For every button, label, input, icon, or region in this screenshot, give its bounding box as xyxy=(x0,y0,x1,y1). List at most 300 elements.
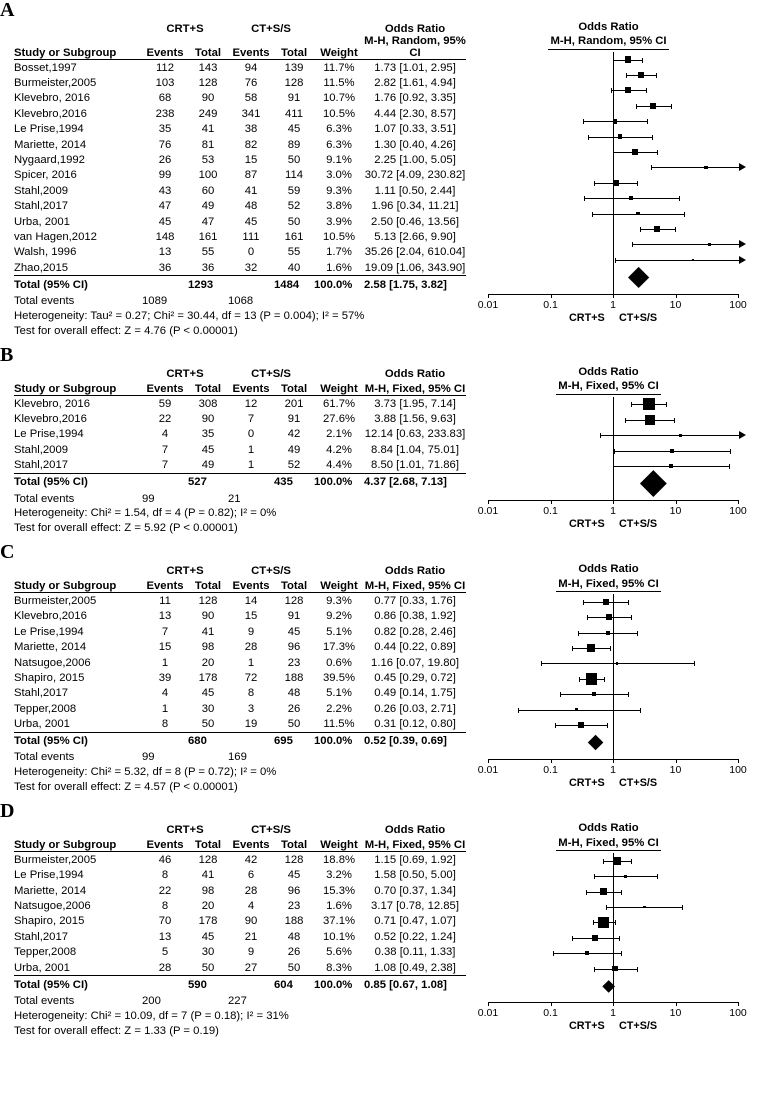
table-cell: 128 xyxy=(284,853,304,866)
ci-cap-left xyxy=(560,692,561,697)
total-events-cell: 99 xyxy=(142,751,155,764)
total-events-cell xyxy=(274,993,314,1008)
axis-tick-label: 10 xyxy=(669,504,682,517)
table-row xyxy=(14,639,466,654)
total-events-cell: 169 xyxy=(228,751,247,764)
table-cell: Bosset,1997 xyxy=(14,61,77,74)
effect-marker xyxy=(603,599,609,605)
total-cell xyxy=(142,976,188,994)
total-row xyxy=(14,732,466,750)
table-cell: 111 xyxy=(242,230,260,243)
table-cell: 96 xyxy=(287,884,301,897)
table-cell: 4.4% xyxy=(326,459,352,472)
plot-title-line1: Odds Ratio xyxy=(578,21,639,33)
total-events-cell xyxy=(314,293,364,308)
table-cell: 9.2% xyxy=(326,610,352,623)
table-column-header xyxy=(14,836,466,852)
table-cell: 8 xyxy=(161,718,169,731)
table-cell: 48 xyxy=(287,687,301,700)
effect-marker xyxy=(692,259,695,262)
table-cell: 30 xyxy=(201,946,215,959)
table-cell: 9.3% xyxy=(326,184,352,197)
table-cell: 28 xyxy=(244,884,258,897)
table-cell: 39 xyxy=(158,671,172,684)
plot-title-line1: Odds Ratio xyxy=(578,365,639,378)
table-cell: 128 xyxy=(198,594,218,607)
table-cell: 7 xyxy=(161,459,169,472)
column-header: M-H, Random, 95% CI xyxy=(364,35,466,59)
total-events-cell xyxy=(314,750,364,765)
column-header: Events xyxy=(142,836,188,852)
table-cell: 128 xyxy=(284,77,304,90)
table-cell: 161 xyxy=(198,230,218,243)
table-cell: 2.2% xyxy=(326,702,352,715)
ci-cap-right xyxy=(679,196,680,201)
ci-cap-right xyxy=(631,615,632,620)
plot-title-line1: Odds Ratio xyxy=(578,822,639,835)
table-cell: 14 xyxy=(244,594,258,607)
effect-marker xyxy=(638,72,644,78)
table-cell: 6.3% xyxy=(326,123,352,136)
table-cell: 23 xyxy=(287,900,301,913)
axis-label-right: CT+S/S xyxy=(619,311,658,324)
table-cell: 30.72 [4.09, 230.82] xyxy=(364,169,466,182)
table-cell: 94 xyxy=(244,61,258,74)
axis-tick xyxy=(613,294,614,298)
effect-marker xyxy=(643,906,646,909)
table-cell: 1.7% xyxy=(326,246,352,259)
group-header-cell xyxy=(314,821,364,836)
axis-tick xyxy=(551,294,552,298)
table-cell: Klevebro, 2016 xyxy=(14,397,90,410)
ci-cap-left xyxy=(651,165,652,170)
table-cell: Natsugoe,2006 xyxy=(14,656,91,669)
plot-title-line1: Odds Ratio xyxy=(578,563,639,576)
axis-tick xyxy=(738,759,739,763)
ci-cap-left xyxy=(592,212,593,217)
ci-cap-left xyxy=(603,859,604,864)
table-cell: 0.71 [0.47, 1.07] xyxy=(374,915,456,928)
table-row xyxy=(14,914,466,929)
table-row xyxy=(14,168,466,183)
total-cell: 0.52 [0.39, 0.69] xyxy=(364,732,466,750)
table-cell: 98 xyxy=(201,641,215,654)
ci-cap-left xyxy=(579,677,580,682)
total-row xyxy=(14,276,466,294)
total-cell xyxy=(228,276,274,294)
axis-label-right: CT+S/S xyxy=(619,1020,658,1033)
group-header-cell: CT+S/S xyxy=(251,565,291,578)
total-cell: 1484 xyxy=(274,276,314,294)
table-cell: 3.2% xyxy=(326,869,352,882)
table-cell: 411 xyxy=(285,107,304,120)
table-cell: 41 xyxy=(201,625,215,638)
table-row xyxy=(14,106,466,121)
effect-marker xyxy=(616,662,619,665)
total-events-cell xyxy=(314,993,364,1008)
table-cell: 30 xyxy=(201,702,215,715)
table-cell: 100 xyxy=(198,169,218,182)
table-cell: 90 xyxy=(201,412,215,425)
table-cell: 50 xyxy=(287,961,301,974)
axis-tick-label: 0.01 xyxy=(477,504,499,517)
effect-marker xyxy=(613,119,618,124)
confidence-interval-line xyxy=(518,710,640,711)
summary-diamond xyxy=(628,267,650,289)
table-cell: 7 xyxy=(161,443,169,456)
table-cell: 3.88 [1.56, 9.63] xyxy=(374,412,456,425)
total-events-row xyxy=(14,750,466,765)
table-cell: Stahl,2017 xyxy=(14,200,69,213)
panel-letter: B xyxy=(0,343,14,366)
total-cell xyxy=(228,473,274,491)
table-cell: 96 xyxy=(287,641,301,654)
total-events-cell xyxy=(274,750,314,765)
table-cell: 178 xyxy=(198,671,218,684)
table-cell: 40 xyxy=(287,261,301,274)
table-cell: 91 xyxy=(287,412,301,425)
table-cell: 36 xyxy=(158,261,172,274)
table-cell: 89 xyxy=(287,138,301,151)
axis-tick-label: 0.01 xyxy=(477,763,499,776)
plot-title xyxy=(466,821,751,851)
axis-tick-label: 0.01 xyxy=(477,1007,499,1020)
ci-cap-left xyxy=(615,258,616,263)
plot-title-line2: M-H, Fixed, 95% CI xyxy=(556,836,660,851)
table-cell: 39.5% xyxy=(322,671,356,684)
table-cell: 2.50 [0.46, 13.56] xyxy=(371,215,459,228)
forest-panel-b xyxy=(0,345,765,536)
table-cell: 35.26 [2.04, 610.04] xyxy=(364,246,466,259)
table-cell: 10.5% xyxy=(322,230,356,243)
axis-tick-label: 100 xyxy=(729,504,747,517)
group-header-cell: Odds Ratio xyxy=(384,367,446,380)
table-cell: 5.13 [2.66, 9.90] xyxy=(374,230,456,243)
total-events-cell: 200 xyxy=(142,995,161,1008)
effect-marker xyxy=(592,692,596,696)
table-cell: 90 xyxy=(201,92,215,105)
table-group-header xyxy=(14,562,466,577)
panel-letter: D xyxy=(0,800,15,823)
effect-marker xyxy=(598,917,609,928)
table-row xyxy=(14,60,466,76)
group-header-cell xyxy=(314,20,364,35)
effect-marker xyxy=(587,644,595,652)
table-cell: 3 xyxy=(247,702,255,715)
table-row xyxy=(14,686,466,701)
ci-cap-right xyxy=(637,967,638,972)
table-row xyxy=(14,868,466,883)
table-cell: 1.16 [0.07, 19.80] xyxy=(371,656,459,669)
table-row xyxy=(14,701,466,716)
table-cell: 76 xyxy=(158,138,172,151)
total-events-cell xyxy=(314,491,364,506)
axis-tick-label: 100 xyxy=(729,1007,747,1020)
table-cell: 17.3% xyxy=(322,641,356,654)
table-cell: 0.44 [0.22, 0.89] xyxy=(374,641,456,654)
table-cell: Stahl,2017 xyxy=(14,459,69,472)
total-cell: Total (95% CI) xyxy=(14,473,142,491)
ci-cap-right xyxy=(666,402,667,407)
total-events-cell: 1089 xyxy=(142,295,168,308)
column-header: Weight xyxy=(314,577,364,593)
table-row xyxy=(14,929,466,944)
ci-cap-right xyxy=(646,88,647,93)
table-cell: Tepper,2008 xyxy=(14,946,77,959)
table-cell: 53 xyxy=(201,154,215,167)
ci-cap-left xyxy=(640,227,641,232)
effect-marker xyxy=(613,180,619,186)
total-events-cell xyxy=(364,293,466,308)
column-header: Events xyxy=(142,380,188,396)
axis-tick-label: 0.01 xyxy=(477,298,499,311)
group-header-cell xyxy=(14,20,142,35)
table-cell: 52 xyxy=(287,459,301,472)
table-cell: 103 xyxy=(155,77,175,90)
null-effect-line xyxy=(613,594,614,759)
ci-cap-right xyxy=(628,600,629,605)
ci-cap-right xyxy=(684,212,685,217)
table-cell: 0.38 [0.11, 1.33] xyxy=(374,946,456,959)
column-header: Total xyxy=(188,380,228,396)
table-cell: 143 xyxy=(198,61,218,74)
table-cell: 4.44 [2.30, 8.57] xyxy=(374,107,456,120)
table-cell: 0.82 [0.28, 2.46] xyxy=(374,625,456,638)
table-group-header xyxy=(14,821,466,836)
table-row xyxy=(14,960,466,976)
table-row xyxy=(14,457,466,473)
total-cell xyxy=(142,732,188,750)
total-cell: 100.0% xyxy=(314,976,364,994)
ci-cap-right xyxy=(729,464,730,469)
table-column-header xyxy=(14,35,466,60)
total-cell xyxy=(142,473,188,491)
table-cell: 49 xyxy=(287,443,301,456)
table-cell: Klevebro,2016 xyxy=(14,107,87,120)
table-cell: 60 xyxy=(201,184,215,197)
column-header: Events xyxy=(228,836,274,852)
table-row xyxy=(14,122,466,137)
table-cell: Le Prise,1994 xyxy=(14,123,84,136)
table-cell: 41 xyxy=(201,869,215,882)
table-cell: 15.3% xyxy=(322,884,356,897)
table-cell: 139 xyxy=(284,61,304,74)
ci-arrow-right xyxy=(739,240,746,248)
table-row xyxy=(14,655,466,670)
total-cell: 604 xyxy=(274,976,314,994)
ci-cap-right xyxy=(640,708,641,713)
table-cell: Stahl,2017 xyxy=(14,687,69,700)
total-events-cell xyxy=(188,750,228,765)
table-cell: 2.25 [1.00, 5.05] xyxy=(374,154,456,167)
table-cell: Klevebro,2016 xyxy=(14,412,87,425)
total-cell: 680 xyxy=(188,732,228,750)
table-cell: 49 xyxy=(201,459,215,472)
total-cell: Total (95% CI) xyxy=(14,976,142,994)
column-header: Events xyxy=(228,577,274,593)
total-cell: 2.58 [1.75, 3.82] xyxy=(364,276,466,294)
total-events-row xyxy=(14,491,466,506)
ci-cap-left xyxy=(586,890,587,895)
table-cell: 99 xyxy=(158,169,172,182)
statistics-notes xyxy=(14,1009,466,1039)
effect-marker xyxy=(578,722,584,728)
table-cell: 50 xyxy=(287,718,301,731)
table-cell: 5.1% xyxy=(326,687,352,700)
table-row xyxy=(14,716,466,732)
total-events-cell xyxy=(188,293,228,308)
table-cell: 1.11 [0.50, 2.44] xyxy=(374,184,456,197)
column-header: Study or Subgroup xyxy=(14,35,142,60)
table-cell: 0.70 [0.37, 1.34] xyxy=(374,884,456,897)
table-cell: 19.09 [1.06, 343.90] xyxy=(364,261,466,274)
table-row xyxy=(14,395,466,411)
forest-plot-canvas xyxy=(466,853,751,1033)
ci-cap-left xyxy=(632,242,633,247)
axis-tick xyxy=(738,1002,739,1006)
group-header-cell: Odds Ratio xyxy=(384,23,446,35)
ci-cap-left xyxy=(593,920,594,925)
ci-cap-right xyxy=(610,646,611,651)
table-cell: 238 xyxy=(155,107,175,120)
ci-cap-left xyxy=(584,196,585,201)
effect-marker xyxy=(654,226,660,232)
axis-tick-label: 1 xyxy=(610,1007,616,1020)
table-row xyxy=(14,183,466,198)
table-cell: 72 xyxy=(244,671,258,684)
total-cell: 100.0% xyxy=(314,732,364,750)
table-row xyxy=(14,898,466,913)
ci-cap-right xyxy=(642,58,643,63)
total-cell: 1293 xyxy=(188,276,228,294)
effect-marker xyxy=(618,134,623,139)
ci-cap-right xyxy=(647,119,648,124)
table-cell: 11 xyxy=(159,594,171,607)
column-header: Events xyxy=(142,577,188,593)
confidence-interval-line xyxy=(651,167,740,168)
table-cell: Stahl,2017 xyxy=(14,930,69,943)
table-cell: 1.76 [0.92, 3.35] xyxy=(374,92,456,105)
table-cell: 188 xyxy=(284,915,304,928)
table-cell: Nygaard,1992 xyxy=(14,154,85,167)
table-cell: 0.6% xyxy=(326,656,352,669)
table-cell: 59 xyxy=(158,397,172,410)
table-cell: 37.1% xyxy=(322,915,356,928)
table-cell: 0 xyxy=(247,246,255,259)
axis-tick xyxy=(676,500,677,504)
axis-label-left: CRT+S xyxy=(569,311,605,324)
table-cell: 1.07 [0.33, 3.51] xyxy=(374,123,456,136)
axis-tick-label: 0.1 xyxy=(543,504,558,517)
table-row xyxy=(14,260,466,276)
table-row xyxy=(14,91,466,106)
ci-cap-left xyxy=(572,936,573,941)
table-cell: 49 xyxy=(201,200,215,213)
effect-marker xyxy=(600,888,607,895)
total-events-cell: 1068 xyxy=(228,295,254,308)
table-cell: 50 xyxy=(287,215,301,228)
table-row xyxy=(14,624,466,639)
total-cell: 590 xyxy=(188,976,228,994)
ci-cap-left xyxy=(613,150,614,155)
ci-cap-left xyxy=(588,135,589,140)
axis-tick xyxy=(613,500,614,504)
axis-tick-label: 10 xyxy=(669,763,682,776)
table-cell: Mariette, 2014 xyxy=(14,884,87,897)
total-cell xyxy=(142,276,188,294)
table-cell: 13 xyxy=(158,930,172,943)
total-events-cell: 227 xyxy=(228,995,247,1008)
table-cell: 15 xyxy=(244,154,258,167)
column-header: Total xyxy=(274,380,314,396)
table-cell: 4 xyxy=(247,900,255,913)
table-cell: 43 xyxy=(158,184,172,197)
table-cell: 9.3% xyxy=(326,594,352,607)
group-header-cell: CRT+S xyxy=(166,367,204,380)
table-row xyxy=(14,609,466,624)
table-cell: 308 xyxy=(198,397,218,410)
statistics-notes xyxy=(14,506,466,536)
table-cell: 128 xyxy=(198,853,218,866)
axis-tick-label: 10 xyxy=(669,298,682,311)
axis-tick xyxy=(738,500,739,504)
column-header: Total xyxy=(188,35,228,60)
plot-title xyxy=(466,562,751,592)
table-column-header xyxy=(14,380,466,396)
table-cell: 45 xyxy=(244,215,258,228)
axis-tick-label: 0.1 xyxy=(543,1007,558,1020)
statistics-note: Heterogeneity: Chi² = 5.32, df = 8 (P = 0.72); I² = 0% xyxy=(14,766,277,779)
effect-marker xyxy=(636,212,640,216)
table-cell: Urba, 2001 xyxy=(14,718,70,731)
table-cell: 341 xyxy=(241,107,261,120)
table-cell: 6.3% xyxy=(326,138,352,151)
panel-letter: A xyxy=(0,0,15,21)
table-cell: 26 xyxy=(158,154,172,167)
table-cell: Urba, 2001 xyxy=(14,961,70,974)
column-header: Events xyxy=(228,35,274,60)
table-cell: 0.26 [0.03, 2.71] xyxy=(374,702,456,715)
table-cell: Stahl,2009 xyxy=(14,184,69,197)
table-cell: 91 xyxy=(287,610,301,623)
table-cell: 1.6% xyxy=(326,900,352,913)
effect-marker xyxy=(585,951,589,955)
column-header: Total xyxy=(274,577,314,593)
statistics-notes xyxy=(14,765,466,795)
ci-cap-right xyxy=(619,936,620,941)
table-cell: 1 xyxy=(161,656,169,669)
axis-label-left: CRT+S xyxy=(569,517,605,530)
table-cell: Klevebro,2016 xyxy=(14,610,87,623)
table-cell: 81 xyxy=(201,138,215,151)
table-cell: 0.52 [0.22, 1.24] xyxy=(374,930,456,943)
group-header-cell xyxy=(314,365,364,380)
ci-cap-right xyxy=(656,73,657,78)
table-cell: 9 xyxy=(247,946,255,959)
ci-cap-left xyxy=(613,58,614,63)
column-header: M-H, Fixed, 95% CI xyxy=(364,836,466,852)
plot-title-line2: M-H, Fixed, 95% CI xyxy=(556,577,660,592)
table-cell: 15 xyxy=(244,610,258,623)
forest-panel-c xyxy=(0,542,765,795)
statistics-notes xyxy=(14,309,466,339)
table-cell: Burmeister,2005 xyxy=(14,853,97,866)
column-header: Study or Subgroup xyxy=(14,380,142,396)
table-cell: 2.1% xyxy=(326,428,352,441)
axis-tick-label: 1 xyxy=(610,763,616,776)
effect-marker xyxy=(606,614,612,620)
total-cell: Total (95% CI) xyxy=(14,732,142,750)
